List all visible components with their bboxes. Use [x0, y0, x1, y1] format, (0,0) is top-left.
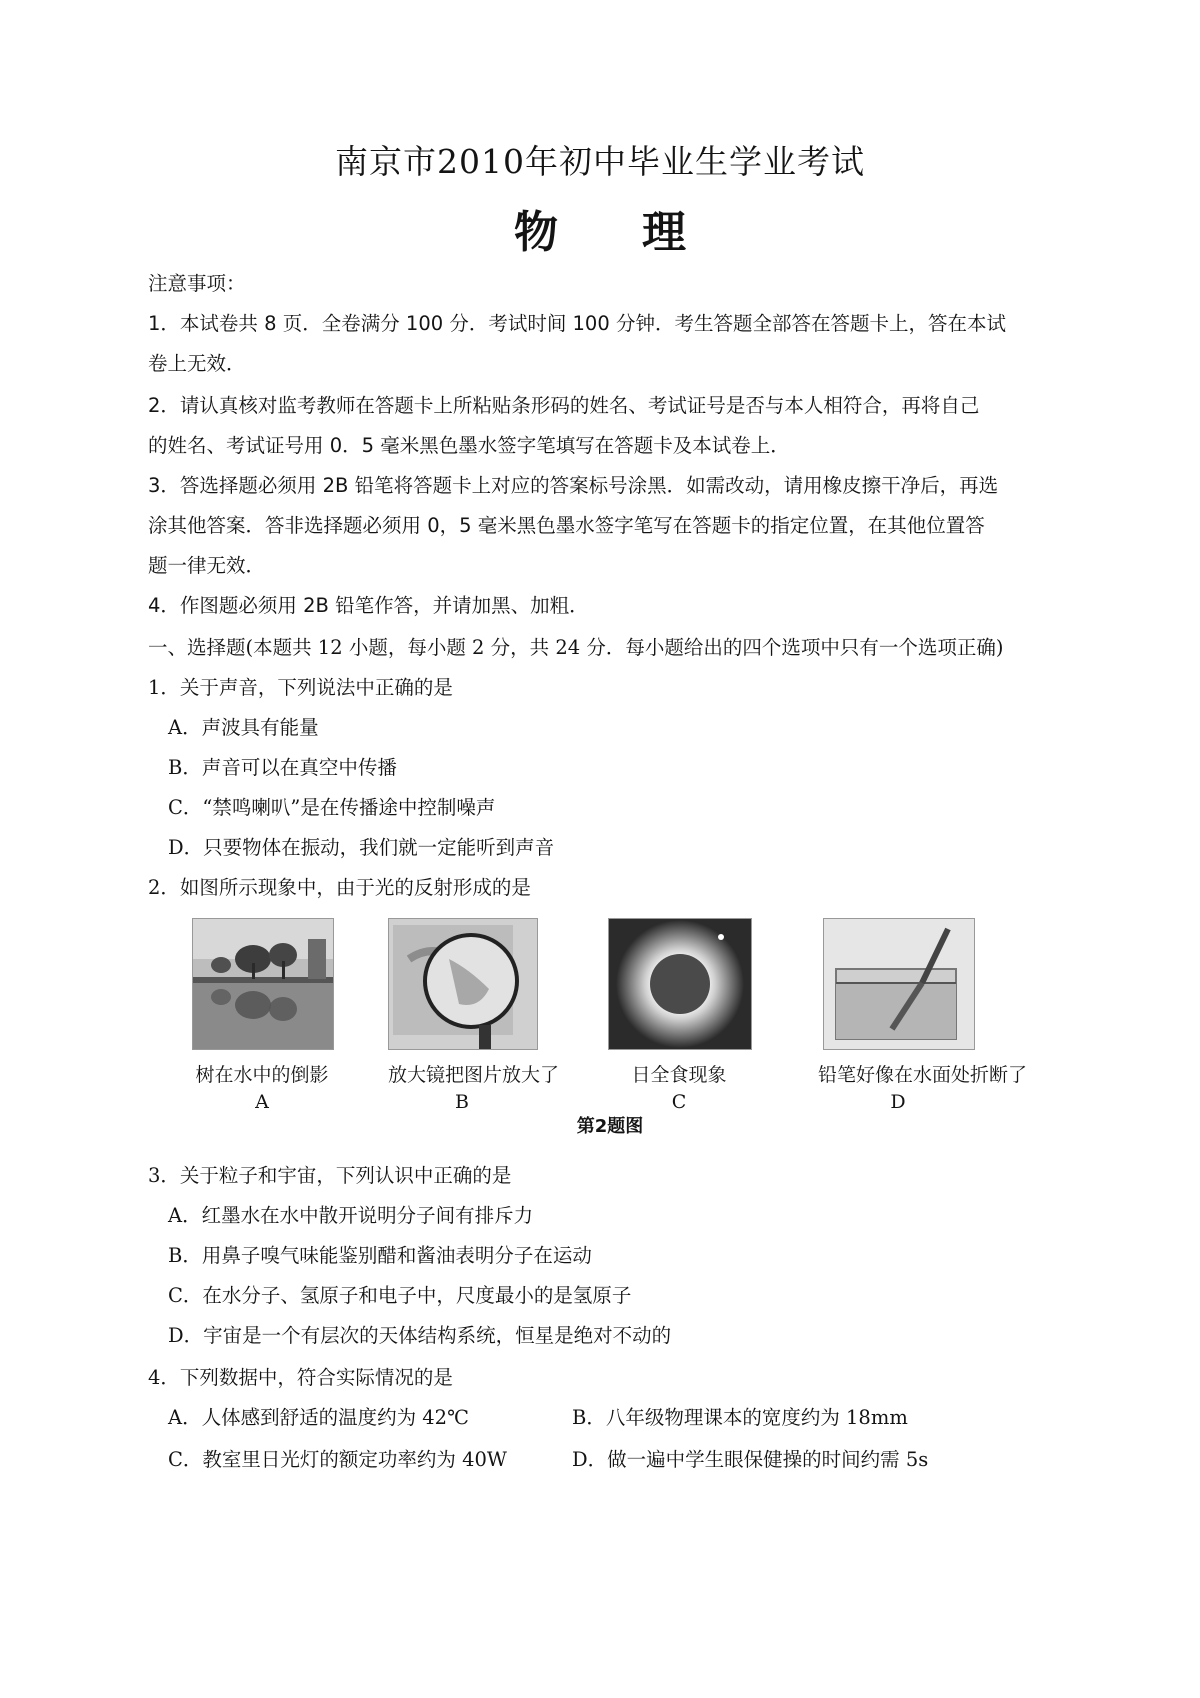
question-1-option-d: D．只要物体在振动，我们就一定能听到声音	[168, 836, 555, 859]
question-3-option-a: A．红墨水在水中散开说明分子间有排斥力	[168, 1204, 534, 1227]
figure-c-letter: C	[671, 1091, 687, 1113]
solar-eclipse-image	[608, 918, 752, 1050]
figure-b	[388, 918, 560, 1113]
notice-line: 3．答选择题必须用 2B 铅笔将答题卡上对应的答案标号涂黑．如需改动，请用橡皮擦干净后，再选	[148, 474, 999, 497]
question-4-option-c: C．教室里日光灯的额定功率约为 40W	[168, 1448, 507, 1471]
figure-a	[192, 918, 332, 1113]
question-2-stem: 2．如图所示现象中，由于光的反射形成的是	[148, 876, 531, 899]
question-4-option-d: D．做一遍中学生眼保健操的时间约需 5s	[572, 1448, 929, 1471]
exam-title: 南京市2010年初中毕业生学业考试	[335, 142, 865, 181]
question-1-option-c: C．“禁鸣喇叭”是在传播途中控制噪声	[168, 796, 496, 819]
figure-a-caption: 树在水中的倒影	[195, 1064, 329, 1086]
question-2-figures	[0, 918, 1200, 1128]
question-4-stem: 4．下列数据中，符合实际情况的是	[148, 1366, 453, 1389]
notice-line: 卷上无效．	[148, 352, 246, 375]
subject-char-1: 物	[514, 207, 558, 258]
figure-b-letter: B	[455, 1091, 469, 1113]
notice-heading: 注意事项：	[148, 272, 246, 295]
figure-a-letter: A	[255, 1091, 269, 1113]
notice-line: 2．请认真核对监考教师在答题卡上所粘贴条形码的姓名、考试证号是否与本人相符合，再将自己	[148, 394, 980, 417]
pencil-in-water-image	[823, 918, 975, 1050]
subject-char-2: 理	[642, 207, 686, 258]
notice-line: 1．本试卷共 8 页．全卷满分 100 分．考试时间 100 分钟．考生答题全部答在答题卡上，答在本试	[148, 312, 1006, 335]
question-3-stem: 3．关于粒子和宇宙，下列认识中正确的是	[148, 1164, 512, 1187]
figure-d-caption: 铅笔好像在水面处折断了	[818, 1064, 1028, 1086]
section-heading: 一、选择题(本题共 12 小题，每小题 2 分，共 24 分．每小题给出的四个选项中只有一个选项正确)	[148, 636, 1004, 659]
notice-line: 的姓名、考试证号用 0．5 毫米黑色墨水签字笔填写在答题卡及本试卷上．	[148, 434, 790, 457]
question-1-option-b: B．声音可以在真空中传播	[168, 756, 397, 779]
question-4-option-a: A．人体感到舒适的温度约为 42℃	[168, 1406, 469, 1429]
question-1-option-a: A．声波具有能量	[168, 716, 319, 739]
figure-d-letter: D	[890, 1091, 906, 1113]
question-3-option-c: C．在水分子、氢原子和电子中，尺度最小的是氢原子	[168, 1284, 632, 1307]
subject-title	[0, 196, 1200, 260]
notice-line: 4．作图题必须用 2B 铅笔作答，并请加黑、加粗．	[148, 594, 589, 617]
question-1-stem: 1．关于声音，下列说法中正确的是	[148, 676, 453, 699]
figure-title: 第2题图	[576, 1116, 644, 1137]
figure-c-caption: 日全食现象	[631, 1064, 727, 1086]
question-3-option-b: B．用鼻子嗅气味能鉴别醋和酱油表明分子在运动	[168, 1244, 592, 1267]
question-4-option-b: B．八年级物理课本的宽度约为 18mm	[572, 1406, 908, 1429]
notice-line: 题一律无效．	[148, 554, 266, 577]
figure-b-caption: 放大镜把图片放大了	[388, 1064, 560, 1086]
question-3-option-d: D．宇宙是一个有层次的天体结构系统，恒星是绝对不动的	[168, 1324, 672, 1347]
figure-d	[818, 918, 1028, 1113]
notice-line: 涂其他答案．答非选择题必须用 0，5 毫米黑色墨水签字笔写在答题卡的指定位置，在其他位置答	[148, 514, 985, 537]
tree-reflection-image	[192, 918, 334, 1050]
magnifier-image	[388, 918, 538, 1050]
figure-c	[608, 918, 750, 1113]
